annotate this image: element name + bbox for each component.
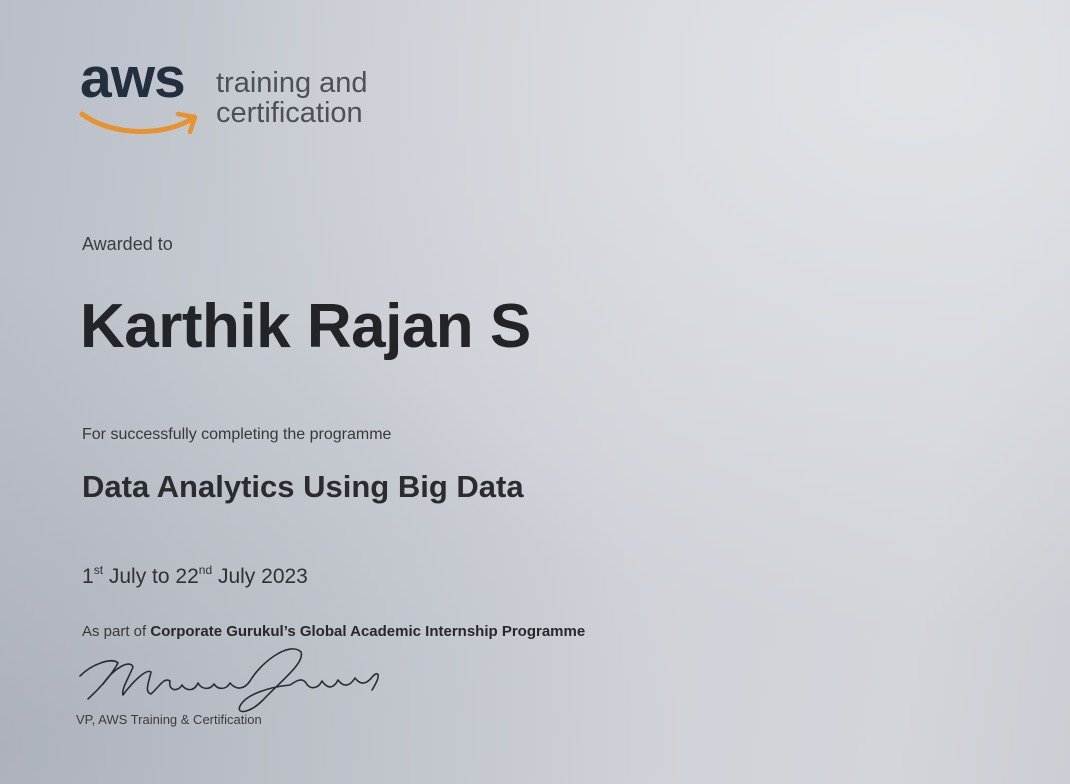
logo-tagline-line2: certification xyxy=(216,97,363,129)
date-middle: July to 22 xyxy=(103,565,199,588)
affiliation-prefix: As part of xyxy=(82,623,151,640)
handwritten-signature xyxy=(70,648,390,718)
date-end: July 2023 xyxy=(212,565,308,588)
programme-intro: For successfully completing the programme xyxy=(82,426,392,443)
programme-dates xyxy=(82,563,308,588)
end-day-suffix: nd xyxy=(198,563,213,577)
affiliation-organization: Corporate Gurukul’s Global Academic Internship Programme xyxy=(150,623,586,640)
start-day-suffix: st xyxy=(93,563,104,577)
programme-title: Data Analytics Using Big Data xyxy=(82,469,524,504)
logo-tagline-line1: training and xyxy=(216,67,368,99)
affiliation-line xyxy=(82,624,585,639)
start-day: 1 xyxy=(82,565,94,588)
awarded-label: Awarded to xyxy=(82,234,173,254)
aws-smile-arrow-icon xyxy=(78,104,204,140)
aws-logo-wordmark: aws xyxy=(80,46,185,110)
recipient-name: Karthik Rajan S xyxy=(80,292,531,361)
signatory-title: VP, AWS Training & Certification xyxy=(76,712,262,727)
